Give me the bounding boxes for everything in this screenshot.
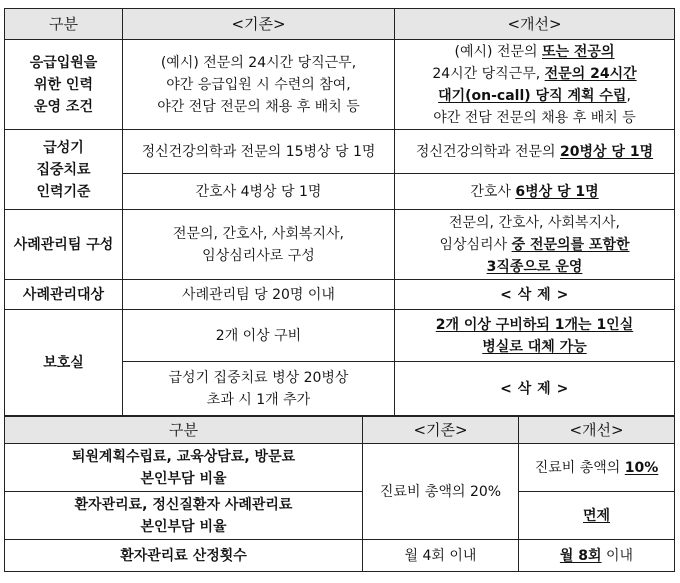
cell-after: 면제 bbox=[519, 492, 675, 540]
table-row bbox=[5, 40, 675, 130]
row-label-billing-frequency: 환자관리료 산정횟수 bbox=[5, 540, 363, 572]
row-label-case-target: 사례관리대상 bbox=[5, 280, 123, 310]
cell-before: 전문의, 간호사, 사회복지사, 임상심리사로 구성 bbox=[123, 210, 395, 280]
changed-text: 전문의 24시간 bbox=[544, 65, 637, 82]
changed-text: 6병상 당 1명 bbox=[515, 183, 599, 200]
table-row bbox=[5, 280, 675, 310]
table-row bbox=[5, 130, 675, 174]
cell-after: 정신건강의학과 전문의 20병상 당 1명 bbox=[395, 130, 675, 174]
table-header-row bbox=[5, 417, 675, 444]
cell-before: 정신건강의학과 전문의 15병상 당 1명 bbox=[123, 130, 395, 174]
cell-after: (예시) 전문의 또는 전공의 24시간 당직근무, 전문의 24시간 대기(on-call) 당직 계획 수립, 야간 전담 전문의 채용 후 배치 등 bbox=[395, 40, 675, 130]
changed-text: 20병상 당 1명 bbox=[560, 143, 654, 160]
changed-text: 병실로 대체 가능 bbox=[482, 338, 587, 355]
cell-before: 간호사 4병상 당 1명 bbox=[123, 174, 395, 210]
cell-before: 2개 이상 구비 bbox=[123, 310, 395, 362]
changed-text: 3직종으로 운영 bbox=[486, 258, 583, 275]
header-before: <기존> bbox=[363, 417, 519, 444]
changed-text: 또는 전공의 bbox=[541, 43, 615, 60]
header-after: <개선> bbox=[395, 9, 675, 40]
row-label-emergency-staffing: 응급입원을 위한 인력 운영 조건 bbox=[5, 40, 123, 130]
changed-text: 대기(on-call) 당직 계획 수립 bbox=[438, 87, 627, 104]
header-after: <개선> bbox=[519, 417, 675, 444]
table-row bbox=[5, 210, 675, 280]
table-header-row bbox=[5, 9, 675, 40]
cell-before-shared: 진료비 총액의 20% bbox=[363, 444, 519, 540]
table-row bbox=[5, 492, 675, 540]
cell-after bbox=[395, 310, 675, 362]
changed-text: 2개 이상 구비하되 1개는 1인실 bbox=[435, 316, 634, 333]
changed-text: 10% bbox=[624, 459, 659, 476]
header-category: 구분 bbox=[5, 9, 123, 40]
cell-after: 전문의, 간호사, 사회복지사, 임상심리사 중 전문의를 포함한 3직종으로 운영 bbox=[395, 210, 675, 280]
table-row bbox=[5, 444, 675, 492]
row-label-case-team: 사례관리팀 구성 bbox=[5, 210, 123, 280]
row-label-patient-management-fees: 환자관리료, 정신질환자 사례관리료 본인부담 비율 bbox=[5, 492, 363, 540]
copayment-comparison-table bbox=[4, 416, 675, 572]
cell-before: 월 4회 이내 bbox=[363, 540, 519, 572]
changed-text: 중 전문의를 포함한 bbox=[511, 236, 630, 253]
table-row bbox=[5, 540, 675, 572]
reform-comparison-table bbox=[4, 8, 675, 416]
cell-before: 사례관리팀 당 20명 이내 bbox=[123, 280, 395, 310]
cell-after-deleted: < 삭 제 > bbox=[395, 362, 675, 416]
row-label-discharge-fees: 퇴원계획수립료, 교육상담료, 방문료 본인부담 비율 bbox=[5, 444, 363, 492]
row-label-acute-care-staffing: 급성기 집중치료 인력기준 bbox=[5, 130, 123, 210]
header-before: <기존> bbox=[123, 9, 395, 40]
header-category: 구분 bbox=[5, 417, 363, 444]
changed-text: 월 8회 bbox=[559, 547, 602, 564]
cell-before: 급성기 집중치료 병상 20병상 초과 시 1개 추가 bbox=[123, 362, 395, 416]
cell-after: 진료비 총액의 10% bbox=[519, 444, 675, 492]
cell-after-deleted: < 삭 제 > bbox=[395, 280, 675, 310]
cell-after: 월 8회 이내 bbox=[519, 540, 675, 572]
cell-before: (예시) 전문의 24시간 당직근무, 야간 응급입원 시 수련의 참여, 야간 전담 전문의 채용 후 배치 등 bbox=[123, 40, 395, 130]
cell-after: 간호사 6병상 당 1명 bbox=[395, 174, 675, 210]
table-row bbox=[5, 310, 675, 362]
row-label-protection-room: 보호실 bbox=[5, 310, 123, 416]
